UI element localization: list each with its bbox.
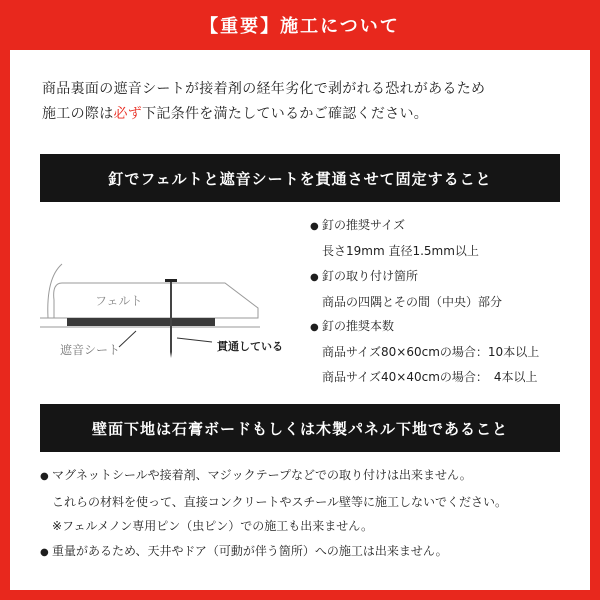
felt-label: フェルト bbox=[95, 294, 143, 308]
bullet-icon: ● bbox=[40, 546, 49, 558]
intro-line-2 bbox=[42, 102, 582, 127]
bullet-icon: ● bbox=[310, 221, 319, 232]
nail-diagram bbox=[40, 210, 300, 370]
bullet-icon: ● bbox=[40, 471, 49, 482]
spec-detail: 商品サイズ80×60cmの場合：10本以上 bbox=[322, 345, 540, 360]
sheet-label: 遮音シート bbox=[60, 343, 121, 357]
nail-specs bbox=[310, 213, 580, 389]
spec-detail: 長さ19mm 直径1.5mm以上 bbox=[322, 244, 479, 259]
bullet-icon: ● bbox=[310, 271, 319, 283]
note-heading: ● マグネットシールや接着剤、マジックテープなどでの取り付けは出来ません。 bbox=[40, 463, 585, 490]
intro-line-2-after: 下記条件を満たしているかご確認ください。 bbox=[142, 106, 429, 122]
felt-layer bbox=[40, 283, 258, 318]
note-detail: これらの材料を使って、直接コンクリートやスチール壁等に施工しないでください。 bbox=[52, 494, 508, 509]
wall-notes bbox=[40, 463, 585, 565]
section1-title-bar: 釘でフェルトと遮音シートを貫通させて固定すること bbox=[40, 154, 560, 202]
nail-head bbox=[165, 279, 177, 282]
note-heading: ● 重量があるため、天井やドア（可動が伴う箇所）への施工は出来ません。 bbox=[40, 539, 585, 566]
pierce-label: 貫通している bbox=[217, 340, 283, 353]
page-title: 【重要】施工について bbox=[200, 16, 400, 37]
nail-shaft bbox=[170, 282, 172, 358]
intro-emphasis: 必ず bbox=[113, 106, 143, 122]
note-detail: ※フェルメノン専用ピン（虫ピン）での施工も出来ません。 bbox=[52, 519, 373, 533]
spec-heading: ● 釘の取り付け箇所 bbox=[310, 264, 580, 290]
intro-line-2-before: 施工の際は bbox=[42, 106, 114, 122]
bullet-icon: ● bbox=[310, 322, 319, 334]
section2-title-bar: 壁面下地は石膏ボードもしくは木製パネル下地であること bbox=[40, 404, 560, 452]
spec-detail: 商品の四隅とその間（中央）部分 bbox=[322, 294, 503, 309]
intro-text bbox=[42, 77, 582, 127]
content-panel bbox=[10, 50, 590, 590]
pierce-leader-line bbox=[177, 338, 212, 342]
sheet-leader-line bbox=[119, 331, 136, 347]
spec-detail: 商品サイズ40×40cmの場合： 4本以上 bbox=[322, 369, 538, 384]
sound-sheet-layer bbox=[67, 318, 215, 326]
intro-line-1: 商品裏面の遮音シートが接着剤の経年劣化で剥がれる恐れがあるため bbox=[42, 81, 486, 97]
spec-heading: ● 釘の推奨サイズ bbox=[310, 213, 580, 239]
spec-heading: ● 釘の推奨本数 bbox=[310, 314, 580, 340]
